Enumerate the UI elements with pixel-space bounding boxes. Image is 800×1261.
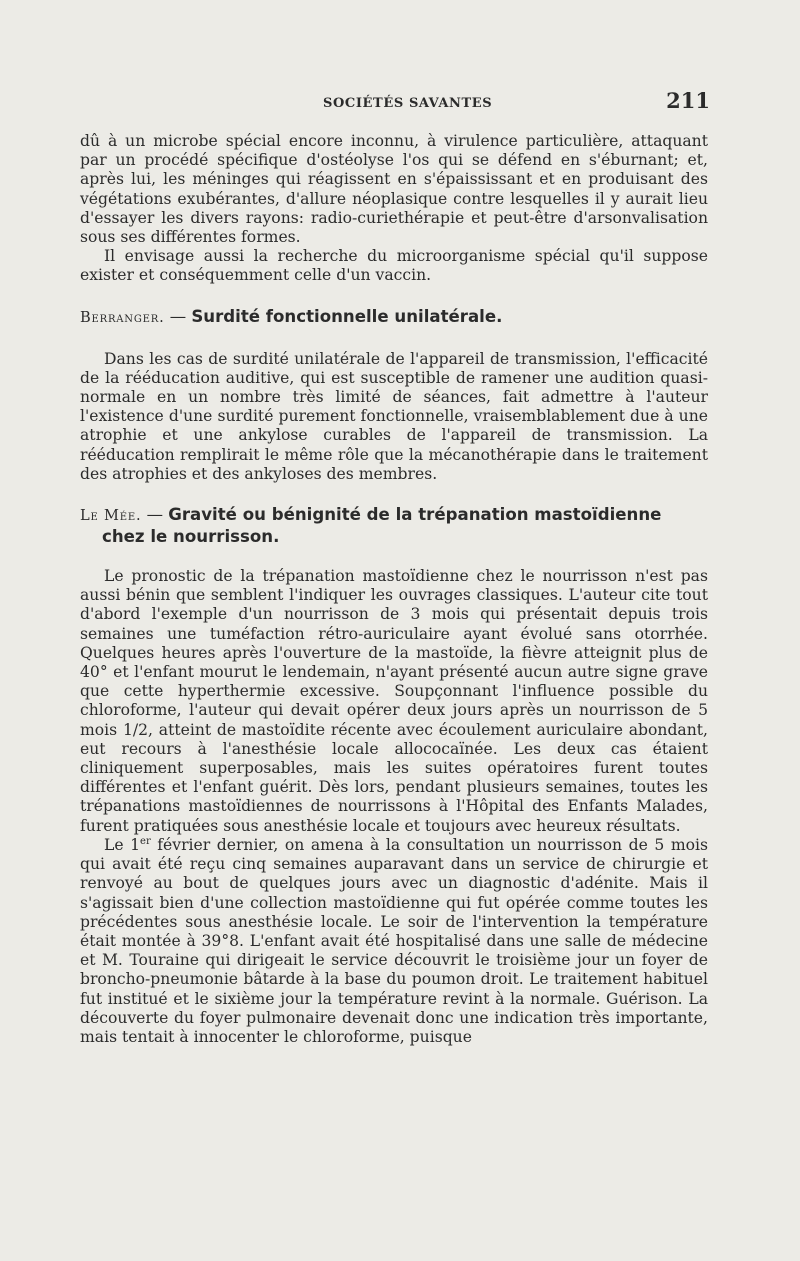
heading-dash: — [141, 505, 169, 525]
section-body: Le pronostic de la trépanation mastoïdienne chez le nourrisson n'est pas aussi bénin que semblent l'indiquer les ouvrages classiques. L'auteur cite tout d'abord l'exemple d'un nourrisson de 3 mois qui présentait depuis trois semaines une tuméfaction rétro-auriculaire ayant évolué sans otorrhée. Quelques heures après l'ouverture de la mastoïde, la fièvre atteignit plus de 40° et l'enfant mourut le lendemain, n'ayant présenté aucun autre signe grave que cette hyperthermie excessive. Soupçonnant l'influence possible du chloroforme, l'auteur qui devait opérer deux jours après un nourrisson de 5 mois 1/2, atteint de mastoïdite récente avec écoulement auriculaire abondant, eut recours à l'anesthésie locale allococaïnée. Les deux cas étaient cliniquement superposables, mais les suites opératoires furent toutes différentes et l'enfant guérit. Dès lors, pendant plusieurs semaines, toutes les trépanations mastoïdiennes de nourrissons à l'Hôpital des Enfants Malades, furent pratiquées sous anesthésie locale et toujours avec heureux résultats. [80, 567, 708, 835]
section-author: Le Mée. [80, 507, 142, 525]
page-number: 211 [666, 88, 710, 113]
running-head: SOCIÉTÉS SAVANTES [323, 96, 493, 111]
section-heading-le-mee [80, 504, 708, 547]
section-body: Dans les cas de surdité unilatérale de l'appareil de transmission, l'efficacité de la rééducation auditive, qui est susceptible de ramener une audition quasi-normale en un nombre très limité de séances, fait admettre à l'auteur l'existence d'une surdité purement fonctionnelle, vraisemblablement due à une atrophie et une ankylose curables de l'appareil de transmission. La rééducation remplirait le même rôle que la mécanothérapie dans le traitement des atrophies et des ankyloses des membres. [80, 349, 708, 483]
section-title: Surdité fonctionnelle unilatérale. [191, 306, 503, 326]
page-header [78, 88, 710, 118]
section-title: Gravité ou bénignité de la trépanation mastoïdienne chez le nourrisson. [102, 505, 662, 547]
paragraph: Il envisage aussi la recherche du microorganisme spécial qu'il suppose exister et conséquemment celle d'un vaccin. [80, 247, 708, 285]
text-run: Le 1 [104, 835, 141, 854]
superscript: er [140, 835, 151, 847]
section-author: Berranger. [80, 308, 165, 326]
section-heading-berranger [80, 306, 708, 328]
text-run: février dernier, on amena à la consultation un nourrisson de 5 mois qui avait été reçu cinq semaines auparavant dans un service de chirurgie et renvoyé au bout de quelques jours avec un diagnostic d'adénite. Mais il s'agissait bien d'une collection mastoïdienne qui fut opérée comme toutes les précédentes sous anesthésie locale. Le soir de l'intervention la température était montée à 39°8. L'enfant avait été hospitalisé dans une salle de médecine et M. Touraine qui dirigeait le service découvrit le troisième jour un foyer de broncho-pneumonie bâtarde à la base du poumon droit. Le traitement habituel fut institué et le sixième jour la température revint à la normale. Guérison. La découverte du foyer pulmonaire devenait donc une indication très importante, mais tentait à innocenter le chloroforme, puisque [80, 835, 708, 1046]
section-body [80, 836, 708, 1047]
paragraph-continuation: dû à un microbe spécial encore inconnu, à virulence particulière, attaquant par un procédé spécifique d'ostéolyse l'os qui se défend en s'éburnant; et, après lui, les méninges qui réagissent en s'épaississant et en produisant des végétations exubérantes, d'allure néoplasique contre lesquelles il y aurait lieu d'essayer les divers rayons: radio-curiethérapie et peut-être d'arsonvalisation sous ses différentes formes. [80, 132, 708, 247]
page-body [80, 132, 708, 1047]
heading-dash: — [164, 306, 192, 326]
